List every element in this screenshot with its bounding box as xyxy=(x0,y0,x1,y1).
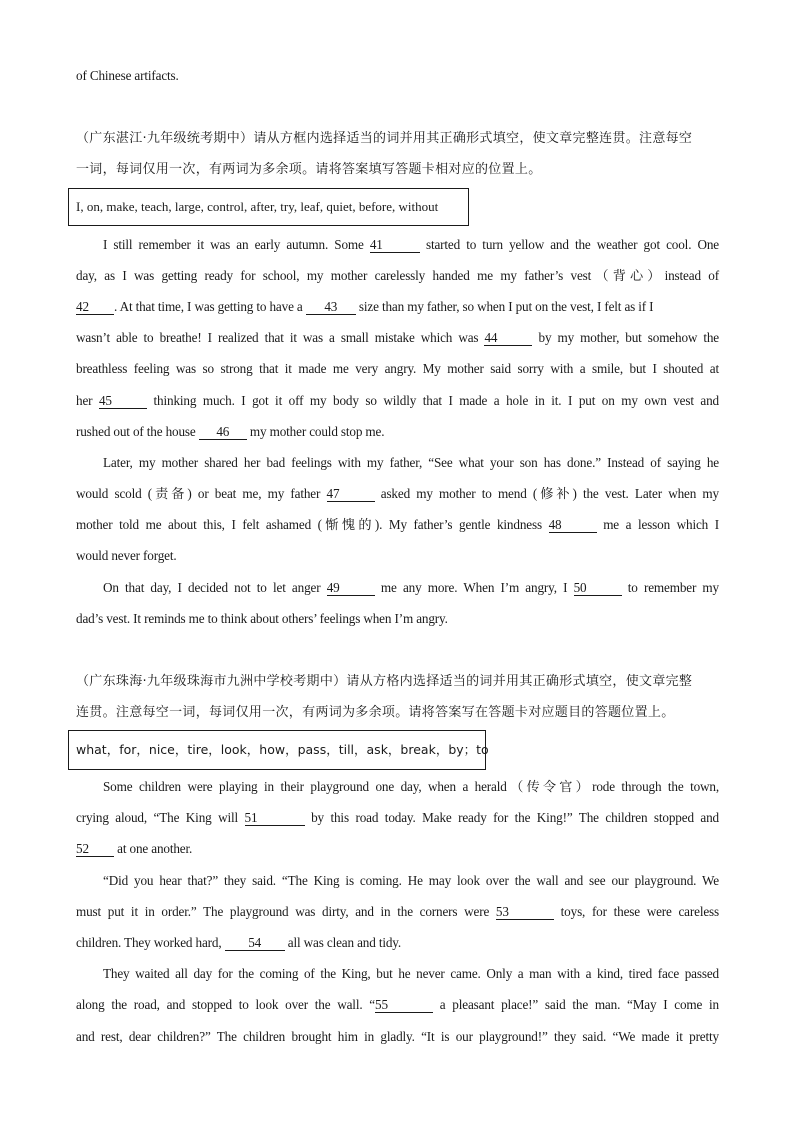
section1-instruction-line2: 一词，每词仅用一次，有两词为多余项。请将答案填写答题卡相对应的位置上。 xyxy=(76,162,542,177)
paragraph-line: and rest, dear children?” The children brought him in gladly. “It is our playground!” they said. “We made it pretty xyxy=(76,1029,719,1044)
paragraph-line xyxy=(76,485,719,503)
paragraph-line xyxy=(103,236,719,254)
answer-blank: 41 xyxy=(370,237,420,253)
text-run: asked my mother to mend (修补) the vest. Later when my xyxy=(374,486,719,501)
answer-blank: 49 xyxy=(327,580,375,596)
paragraph-line: day, as I was getting ready for school, my mother carelessly handed me my father’s vest（背心）instead of xyxy=(76,268,719,283)
word-box xyxy=(68,730,489,770)
paragraph-line xyxy=(76,329,719,347)
paragraph-line xyxy=(76,392,719,410)
text-run: toys, for these were careless xyxy=(553,904,719,919)
paragraph-line: would never forget. xyxy=(76,548,177,563)
text-run: thinking much. I got it off my body so wildly that I made a hole in it. I put on my own vest and xyxy=(146,393,720,408)
paragraph-line xyxy=(76,996,719,1014)
paragraph-line xyxy=(76,903,719,921)
answer-blank: 47 xyxy=(327,486,375,502)
text-run: me any more. When I’m angry, I xyxy=(374,580,574,595)
text-run: rushed out of the house xyxy=(76,424,199,439)
answer-blank: 55 xyxy=(375,997,433,1013)
text-run: a pleasant place!” said the man. “May I come in xyxy=(433,997,719,1012)
answer-blank: 54 xyxy=(225,935,285,951)
text-run: her xyxy=(76,393,99,408)
paragraph-line: breathless feeling was so strong that it made me very angry. My mother said sorry with a smile, but I shouted at xyxy=(76,361,719,376)
word-box-text: what，for，nice，tire，look，how，pass，till，ask，break，by；to xyxy=(76,742,489,757)
section2-instruction-line2: 连贯。注意每空一词，每词仅用一次，有两词为多余项。请将答案写在答题卡对应题目的答题位置上。 xyxy=(76,705,675,720)
section2-instruction-line1: （广东珠海·九年级珠海市九洲中学校考期中）请从方格内选择适当的词并用其正确形式填空，使文章完整 xyxy=(76,674,693,689)
answer-blank: 46 xyxy=(199,424,247,440)
answer-blank: 42 xyxy=(76,299,114,315)
text-run: must put it in order.” The playground was dirty, and in the corners were xyxy=(76,904,496,919)
text-run: me a lesson which I xyxy=(596,517,719,532)
paragraph-line: They waited all day for the coming of the King, but he never came. Only a man with a kind, tired face passed xyxy=(103,966,719,981)
text-run: along the road, and stopped to look over the wall. “ xyxy=(76,997,375,1012)
text-run: I still remember it was an early autumn. Some xyxy=(103,237,370,252)
answer-blank: 43 xyxy=(306,299,356,315)
text-run: my mother could stop me. xyxy=(246,424,385,439)
answer-blank: 45 xyxy=(99,393,147,409)
text-run: would scold (责备) or beat me, my father xyxy=(76,486,327,501)
text-run: wasn’t able to breathe! I realized that it was a small mistake which was xyxy=(76,330,485,345)
section1-instruction-line1: （广东湛江·九年级统考期中）请从方框内选择适当的词并用其正确形式填空，使文章完整连贯。注意每空 xyxy=(76,131,693,146)
text-run: . At that time, I was getting to have a xyxy=(114,299,306,314)
paragraph-line: “Did you hear that?” they said. “The King is coming. He may look over the wall and see our playground. We xyxy=(103,873,719,888)
word-box xyxy=(68,188,469,226)
word-box-text: I, on, make, teach, large, control, after, try, leaf, quiet, before, without xyxy=(76,199,439,214)
answer-blank: 53 xyxy=(496,904,554,920)
text-fragment: of Chinese artifacts. xyxy=(76,68,179,83)
text-run: by this road today. Make ready for the King!” The children stopped and xyxy=(304,810,719,825)
text-run: mother told me about this, I felt ashamed (惭愧的). My father’s gentle kindness xyxy=(76,517,549,532)
paragraph-line: dad’s vest. It reminds me to think about others’ feelings when I’m angry. xyxy=(76,611,448,626)
answer-blank: 50 xyxy=(574,580,622,596)
answer-blank: 52 xyxy=(76,841,114,857)
paragraph-line xyxy=(76,516,719,534)
text-run: started to turn yellow and the weather got cool. One xyxy=(419,237,719,252)
text-run: On that day, I decided not to let anger xyxy=(103,580,327,595)
text-run: all was clean and tidy. xyxy=(284,935,402,950)
paragraph-line xyxy=(76,840,719,858)
paragraph-line xyxy=(103,579,719,597)
paragraph-line xyxy=(76,423,719,441)
text-run: size than my father, so when I put on the vest, I felt as if I xyxy=(355,299,654,314)
paragraph-line xyxy=(76,298,719,316)
paragraph-line: Some children were playing in their playground one day, when a herald（传令官）rode through the town, xyxy=(103,779,719,794)
text-run: to remember my xyxy=(621,580,719,595)
answer-blank: 51 xyxy=(245,810,305,826)
text-run: at one another. xyxy=(114,841,193,856)
paragraph-line xyxy=(76,809,719,827)
paragraph-line: Later, my mother shared her bad feelings with my father, “See what your son has done.” Instead of saying he xyxy=(103,455,719,470)
answer-blank: 44 xyxy=(484,330,532,346)
text-run: crying aloud, “The King will xyxy=(76,810,245,825)
answer-blank: 48 xyxy=(549,517,597,533)
text-run: children. They worked hard, xyxy=(76,935,225,950)
paragraph-line xyxy=(76,934,719,952)
text-run: by my mother, but somehow the xyxy=(532,330,719,345)
